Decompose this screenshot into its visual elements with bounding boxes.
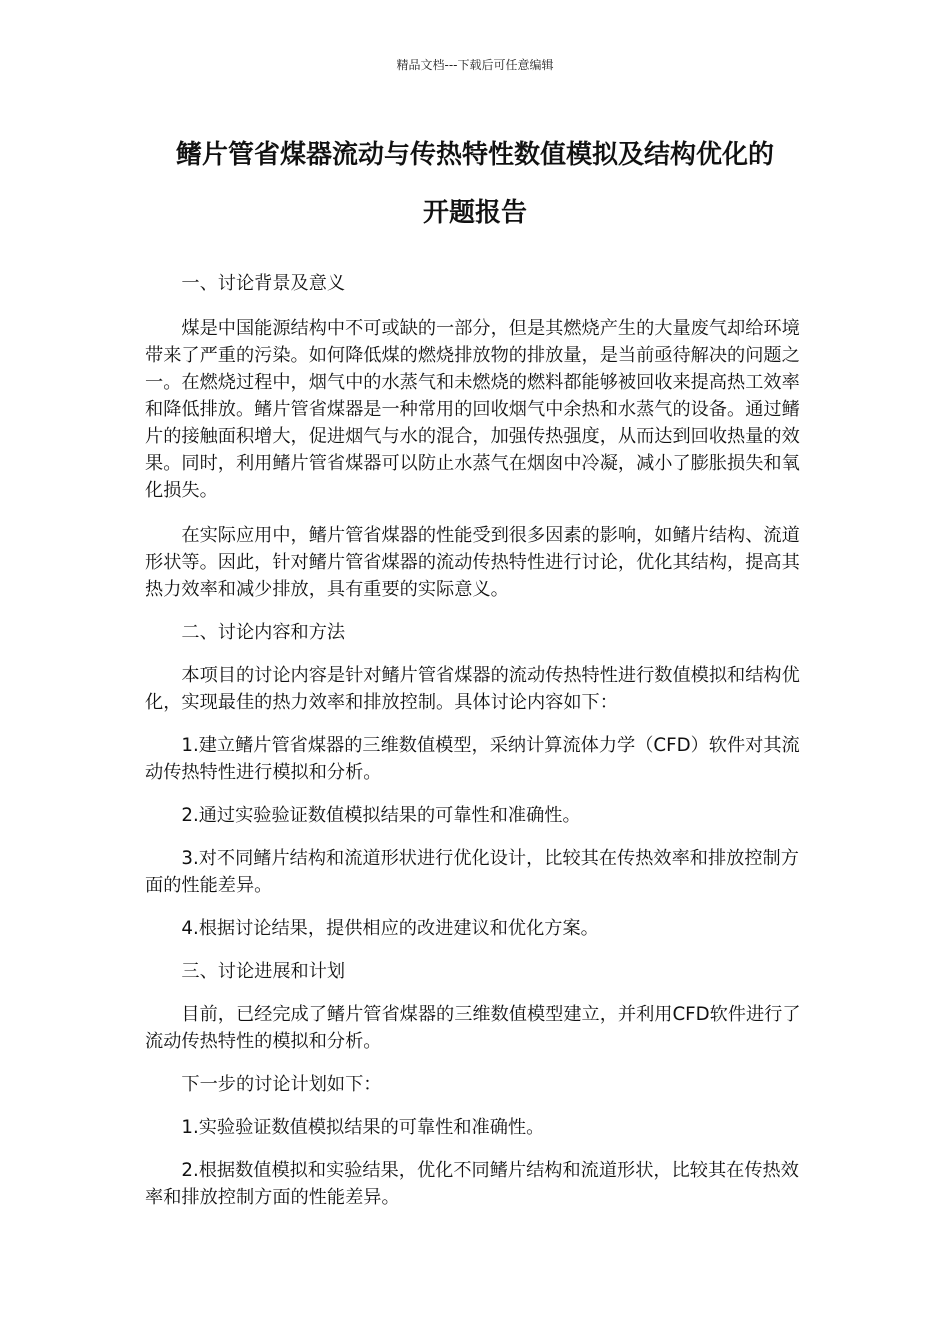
list-item-content-2: 2.通过实验验证数值模拟结果的可靠性和准确性。 xyxy=(181,805,581,826)
document-body xyxy=(145,270,805,1211)
section-heading-progress-plan: 三、讨论进展和计划 xyxy=(181,961,346,982)
header-note: 精品文档---下载后可任意编辑 xyxy=(396,58,554,72)
paragraph-content-intro: 本项目的讨论内容是针对鳍片管省煤器的流动传热特性进行数值模拟和结构优化，实现最佳的热力效率和排放控制。具体讨论内容如下： xyxy=(145,665,800,713)
list-item-content-3: 3.对不同鳍片结构和流道形状进行优化设计，比较其在传热效率和排放控制方面的性能差异。 xyxy=(145,848,799,896)
paragraph-plan-intro: 下一步的讨论计划如下： xyxy=(181,1074,382,1095)
paragraph-progress: 目前，已经完成了鳍片管省煤器的三维数值模型建立，并利用CFD软件进行了流动传热特性的模拟和分析。 xyxy=(145,1004,801,1052)
title-line-2: 开题报告 xyxy=(422,198,527,228)
document-title xyxy=(135,126,815,242)
list-item-plan-1: 1.实验验证数值模拟结果的可靠性和准确性。 xyxy=(181,1117,545,1138)
list-item-content-1: 1.建立鳍片管省煤器的三维数值模型，采纳计算流体力学（CFD）软件对其流动传热特性进行模拟和分析。 xyxy=(145,735,800,783)
list-item-plan-2: 2.根据数值模拟和实验结果，优化不同鳍片结构和流道形状，比较其在传热效率和排放控制方面的性能差异。 xyxy=(145,1160,799,1208)
section-heading-background: 一、讨论背景及意义 xyxy=(181,273,346,294)
paragraph-background-1: 煤是中国能源结构中不可或缺的一部分，但是其燃烧产生的大量废气却给环境带来了严重的污染。如何降低煤的燃烧排放物的排放量，是当前亟待解决的问题之一。在燃烧过程中，烟气中的水蒸气和未燃烧的燃料都能够被回收来提高热工效率和降低排放。鳍片管省煤器是一种常用的回收烟气中余热和水蒸气的设备。通过鳍片的接触面积增大，促进烟气与水的混合，加强传热强度，从而达到回收热量的效果。同时，利用鳍片管省煤器可以防止水蒸气在烟囱中冷凝，减小了膨胀损失和氧化损失。 xyxy=(145,318,800,501)
paragraph-background-2: 在实际应用中，鳍片管省煤器的性能受到很多因素的影响，如鳍片结构、流道形状等。因此，针对鳍片管省煤器的流动传热特性进行讨论，优化其结构，提高其热力效率和减少排放，具有重要的实际意义。 xyxy=(145,525,800,600)
section-heading-content-methods: 二、讨论内容和方法 xyxy=(181,622,346,643)
title-line-1: 鳍片管省煤器流动与传热特性数值模拟及结构优化的 xyxy=(175,140,774,170)
list-item-content-4: 4.根据讨论结果，提供相应的改进建议和优化方案。 xyxy=(181,918,599,939)
